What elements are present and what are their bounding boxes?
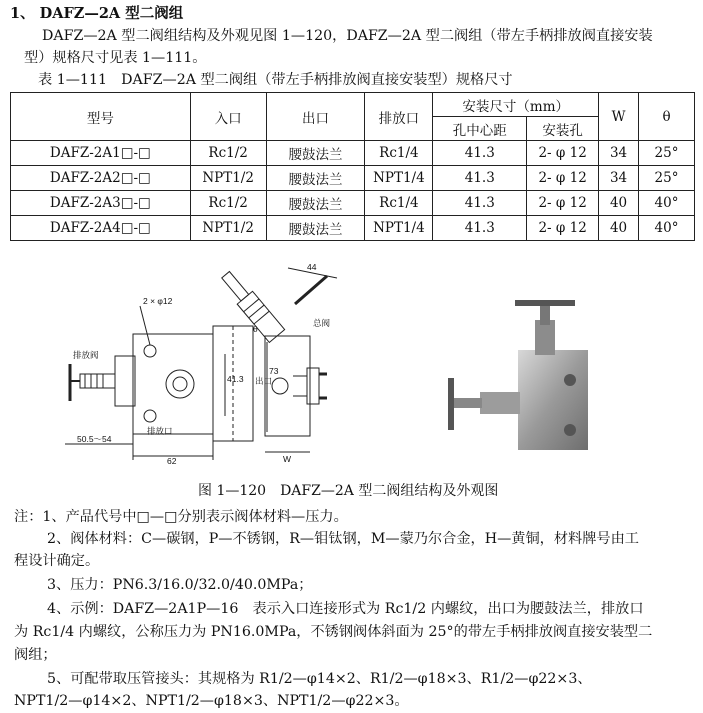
- spec-table: [10, 92, 695, 241]
- cell-mount-hole: 2- φ 12: [527, 191, 599, 216]
- note-5a: 5、可配带取压管接头：其规格为 R1/2—φ14×2、R1/2—φ18×3、R1/2—φ22×3、: [47, 671, 592, 687]
- cell-hole-center: 41.3: [433, 166, 527, 191]
- header-model: 型号: [11, 93, 191, 141]
- note-2b: 程设计确定。: [14, 553, 100, 569]
- cell-inlet: Rc1/2: [190, 191, 266, 216]
- label-dim-50-5: 50.5～54: [77, 434, 112, 444]
- cell-drain: NPT1/4: [365, 166, 433, 191]
- header-install-group: 安装尺寸（mm）: [433, 93, 599, 117]
- header-outlet: 出口: [266, 93, 365, 141]
- table-row: [11, 166, 695, 191]
- cell-theta: 25°: [639, 166, 695, 191]
- cell-model: DAFZ-2A3□-□: [11, 191, 191, 216]
- left-boss: [115, 356, 135, 406]
- header-w: W: [599, 93, 639, 141]
- cell-theta: 40°: [639, 216, 695, 241]
- label-outlet: 出口: [255, 376, 273, 386]
- center-port: [166, 370, 194, 398]
- label-2phi12: 2 × φ12: [143, 296, 173, 306]
- cell-drain: Rc1/4: [365, 191, 433, 216]
- cell-theta: 40°: [639, 191, 695, 216]
- note-2a: 2、阀体材料：C—碳钢，P—不锈钢，R—钼钛钢，M—蒙乃尔合金，H—黄铜，材料牌号由工: [47, 531, 639, 547]
- photo-drain-handle: [448, 378, 454, 430]
- label-main-valve: 总阀: [313, 318, 331, 328]
- label-dim-w: W: [283, 454, 292, 464]
- label-theta: θ: [253, 324, 258, 334]
- cell-model: DAFZ-2A2□-□: [11, 166, 191, 191]
- note-4b: 为 Rc1/4 内螺纹，公称压力为 PN16.0MPa，不锈钢阀体斜面为 25°的带左手柄排放阀直接安装型二: [14, 624, 653, 640]
- figure-caption: 图 1—120 DAFZ—2A 型二阀组结构及外观图: [198, 483, 499, 499]
- cell-theta: 25°: [639, 141, 695, 166]
- valve-product-photo: [440, 300, 610, 460]
- label-dim-44: 44: [307, 262, 317, 272]
- cell-outlet: 腰鼓法兰: [266, 191, 365, 216]
- header-drain: 排放口: [365, 93, 433, 141]
- cell-w: 40: [599, 216, 639, 241]
- cell-inlet: Rc1/2: [190, 141, 266, 166]
- label-dim-62: 62: [167, 456, 177, 466]
- cell-w: 40: [599, 191, 639, 216]
- cell-mount-hole: 2- φ 12: [527, 166, 599, 191]
- cell-outlet: 腰鼓法兰: [266, 216, 365, 241]
- note-4c: 阀组；: [14, 647, 57, 663]
- intro-line-1: DAFZ—2A 型二阀组结构及外观见图 1—120，DAFZ—2A 型二阀组（带左手柄排放阀直接安装: [42, 28, 653, 44]
- main-valve-stem: [218, 268, 285, 342]
- cell-w: 34: [599, 166, 639, 191]
- cell-mount-hole: 2- φ 12: [527, 216, 599, 241]
- cell-model: DAFZ-2A4□-□: [11, 216, 191, 241]
- cell-w: 34: [599, 141, 639, 166]
- section-heading: 1、 DAFZ—2A 型二阀组: [10, 5, 184, 22]
- header-hole-center: 孔中心距: [433, 117, 527, 141]
- cell-mount-hole: 2- φ 12: [527, 141, 599, 166]
- cell-hole-center: 41.3: [433, 216, 527, 241]
- mount-hole-bottom: [144, 410, 156, 422]
- header-inlet: 入口: [190, 93, 266, 141]
- note-3: 3、压力：PN6.3/16.0/32.0/40.0MPa；: [47, 577, 313, 593]
- label-drain-port: 排放口: [147, 426, 173, 436]
- main-valve-handle: [295, 276, 327, 304]
- photo-valve-body: [518, 350, 588, 450]
- cell-model: DAFZ-2A1□-□: [11, 141, 191, 166]
- cell-inlet: NPT1/2: [190, 216, 266, 241]
- label-dim-41-3: 41.3: [227, 374, 244, 384]
- valve-technical-drawing: [55, 256, 375, 466]
- header-theta: θ: [639, 93, 695, 141]
- header-mount-hole: 安装孔: [527, 117, 599, 141]
- table-row: [11, 191, 695, 216]
- cell-inlet: NPT1/2: [190, 166, 266, 191]
- cell-outlet: 腰鼓法兰: [266, 141, 365, 166]
- table-row: [11, 141, 695, 166]
- mount-hole-top: [144, 345, 156, 357]
- label-drain-valve: 排放阀: [73, 350, 99, 360]
- cell-hole-center: 41.3: [433, 141, 527, 166]
- cell-hole-center: 41.3: [433, 191, 527, 216]
- table-caption: 表 1—111 DAFZ—2A 型二阀组（带左手柄排放阀直接安装型）规格尺寸: [38, 72, 513, 88]
- note-1: 注：1、产品代号中□—□分别表示阀体材料—压力。: [14, 509, 348, 525]
- note-5b: NPT1/2—φ14×2、NPT1/2—φ18×3、NPT1/2—φ22×3。: [14, 693, 409, 709]
- cell-outlet: 腰鼓法兰: [266, 166, 365, 191]
- cell-drain: Rc1/4: [365, 141, 433, 166]
- table-row: [11, 216, 695, 241]
- cell-drain: NPT1/4: [365, 216, 433, 241]
- photo-main-handle: [515, 300, 575, 306]
- label-dim-73: 73: [269, 366, 279, 376]
- intro-line-2: 型）规格尺寸见表 1—111。: [24, 50, 207, 66]
- note-4a: 4、示例：DAFZ—2A1P—16 表示入口连接形式为 Rc1/2 内螺纹，出口为腰鼓法兰，排放口: [47, 601, 644, 617]
